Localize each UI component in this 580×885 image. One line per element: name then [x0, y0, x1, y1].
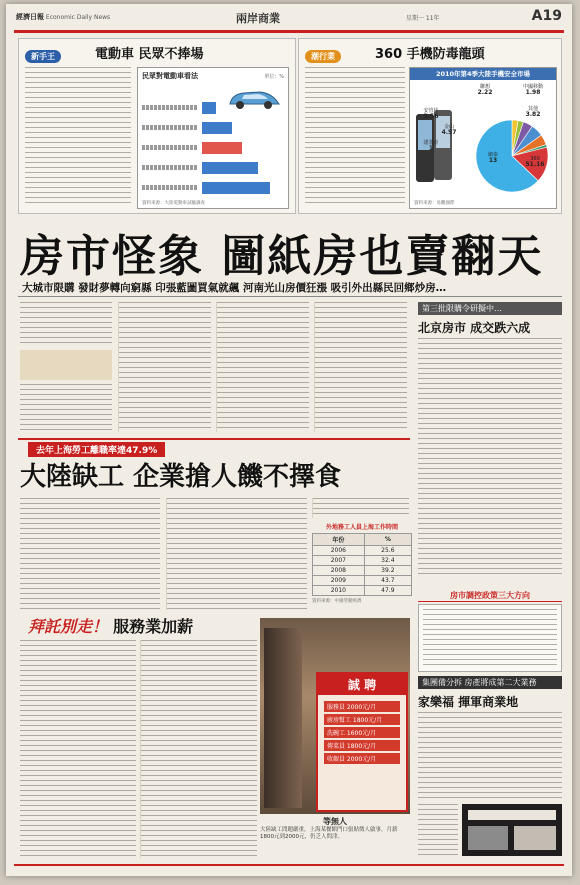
policy-box: [418, 590, 562, 672]
labor-headline: 大陸缺工 企業搶人饑不擇食: [20, 462, 342, 492]
service-headline-black: 服務業加薪: [113, 617, 194, 636]
labor-table: [312, 522, 412, 604]
footer-rule: [14, 864, 564, 866]
ev-bar: [202, 102, 216, 114]
ev-article-text: [25, 67, 131, 205]
ev-bar-label: [142, 185, 198, 190]
ev-bar: [202, 162, 258, 174]
labor-article-text-1: [20, 498, 160, 610]
ev-bar-row: [142, 142, 284, 154]
labor-article-text-2: [166, 498, 307, 610]
labor-table-value: 39.2: [364, 566, 411, 576]
policy-table: [418, 604, 562, 672]
pie-labels: [410, 82, 556, 202]
pie-label-value: 4.57: [441, 129, 457, 136]
carrefour-story: [418, 676, 562, 710]
labor-table-value: 47.9: [364, 586, 411, 596]
hiring-poster: [316, 672, 408, 812]
pie-label-name: 金山: [443, 124, 454, 130]
labor-table-row: [313, 576, 412, 586]
hero-headline: 房市怪象 圖紙房也賣翻天: [20, 231, 544, 282]
ev-bar-row: [142, 182, 284, 194]
pie-label: [514, 84, 552, 96]
section-name: 兩岸商業: [236, 12, 280, 25]
pie-label-value: 2.22: [477, 89, 493, 96]
pie-label-name: 網秦: [487, 152, 498, 158]
service-article-text-1: [20, 640, 136, 858]
ev-bar-label: [142, 105, 198, 110]
labor-kicker: 去年上海勞工離職率達47.9%: [28, 442, 165, 457]
pie-label-value: 13: [488, 157, 498, 164]
ev-tag: 新手王: [25, 50, 61, 63]
pie-label-value: 1: [428, 145, 434, 152]
ev-bar-row: [142, 122, 284, 134]
pie-label-value: 3.82: [525, 111, 541, 118]
labor-table-head-year: 年份: [313, 534, 365, 546]
beijing-story: [418, 302, 562, 336]
poster-row: 廚房幫工 1800元/月: [324, 714, 400, 725]
labor-table-year: 2009: [313, 576, 365, 586]
poster-row: 洗碗工 1600元/月: [324, 727, 400, 738]
ev-bar-label: [142, 145, 198, 150]
carrefour-headline: 家樂福 揮軍商業地: [418, 695, 519, 709]
poster-row: 收銀員 2000元/月: [324, 753, 400, 764]
caption-text: 大陸缺工問題嚴重，上海某餐館門口張貼徵人啟事，月薪1800元到2000元，仍乏人問津。: [260, 827, 398, 840]
hero-rule: [18, 296, 562, 297]
ev-bar: [202, 122, 232, 134]
ev-chart: [137, 67, 289, 209]
ev-bar-chart: [142, 94, 284, 200]
labor-table-year: 2010: [313, 586, 365, 596]
beijing-kicker: 第三批限購令研擬中…: [418, 302, 562, 315]
labor-rule: [18, 438, 410, 440]
pie-label-name: 360: [530, 156, 540, 162]
pie-label: [412, 108, 450, 120]
labor-table-value: 43.7: [364, 576, 411, 586]
antivirus-panel: [298, 38, 562, 214]
caption-title: 等無人: [323, 817, 347, 826]
bottom-ad: [462, 804, 562, 856]
ev-bar: [202, 182, 270, 194]
ev-bar: [202, 142, 242, 154]
pie-label: [412, 140, 450, 152]
pie-label: [474, 152, 512, 164]
pie-label-name: 安管佳: [423, 108, 439, 114]
labor-article-text-3: [312, 498, 409, 518]
labor-table-year: 2007: [313, 556, 365, 566]
ev-bar-label: [142, 165, 198, 170]
page-number: A19: [531, 8, 562, 24]
pie-label: [466, 84, 504, 96]
ev-chart-unit: 單位：%: [264, 74, 284, 80]
poster-row: 服務員 2000元/月: [324, 701, 400, 712]
ev-chart-title: 民眾對電動車看法: [142, 72, 198, 80]
ev-chart-source: 資料來源：大陸電動車試驗調查: [142, 201, 205, 206]
labor-table-value: 32.4: [364, 556, 411, 566]
poster-title: 誠 聘: [318, 674, 406, 695]
pie-label: [516, 156, 554, 168]
hero-article: [20, 302, 408, 434]
antivirus-headline: 360 手機防毒龍頭: [375, 47, 485, 62]
hero-lead-box: [20, 350, 112, 380]
masthead-date: 星期一 11年: [406, 15, 440, 22]
pie-label-name: 其他: [527, 106, 538, 112]
antivirus-tag: 潮行業: [305, 50, 341, 63]
service-article-text-2: [140, 640, 257, 858]
pie-label: [514, 106, 552, 118]
antivirus-chart-title: 2010年第4季大陸手機安全市場: [410, 68, 556, 80]
masthead-paper: 經濟日報 Economic Daily News: [16, 13, 111, 21]
pie-label-value: 3.56: [423, 113, 439, 120]
antivirus-chart-source: 資料來源：易觀國際: [414, 201, 455, 206]
poster-row: 傳菜員 1800元/月: [324, 740, 400, 751]
masthead-rule: [14, 30, 564, 33]
pie-label-name: 諾基亞: [423, 140, 439, 146]
labor-table-source: 資料來源：中國勞動經濟: [312, 599, 362, 604]
service-headline-red: 拜託別走！: [28, 617, 109, 636]
labor-table-row: [313, 586, 412, 596]
restaurant-photo: [260, 618, 410, 814]
ev-panel: [18, 38, 296, 214]
pie-label-name: 聯想: [479, 84, 490, 90]
hero-deck: 大城市限購 發財夢轉向窮縣 印張藍圖買氣就飆 河南光山房價狂漲 吸引外出縣民回鄉炒房…: [22, 282, 447, 294]
labor-table-year: 2008: [313, 566, 365, 576]
labor-table-row: [313, 546, 412, 556]
pie-label-value: 51.16: [525, 161, 545, 168]
labor-table-row: [313, 566, 412, 576]
pie-label: [430, 124, 468, 136]
service-headline: [28, 614, 193, 637]
antivirus-chart: [409, 67, 557, 209]
labor-table-title: 外地務工人員上海工作時間: [325, 524, 398, 531]
pie-label-value: 1.98: [525, 89, 541, 96]
ev-bar-row: [142, 102, 284, 114]
beijing-headline: 北京房市 成交跌六成: [418, 321, 531, 335]
labor-table-head-pct: %: [364, 534, 411, 546]
antivirus-article-text: [305, 67, 405, 205]
pie-label-name: 中國移動: [522, 84, 543, 90]
ev-bar-row: [142, 162, 284, 174]
photo-caption: [260, 816, 410, 841]
labor-table-value: 25.6: [364, 546, 411, 556]
newspaper-page: [6, 4, 572, 876]
carrefour-kicker: 集團備分拆 房產將成第二大業務: [418, 676, 562, 689]
policy-title: 房市調控政策三大方向: [418, 590, 562, 602]
carrefour-article-text: [418, 712, 562, 800]
ev-headline: 電動車 民眾不捧場: [95, 47, 204, 62]
labor-table-year: 2006: [313, 546, 365, 556]
beijing-article-text: [418, 338, 562, 578]
ev-bar-label: [142, 125, 198, 130]
labor-table-row: [313, 556, 412, 566]
